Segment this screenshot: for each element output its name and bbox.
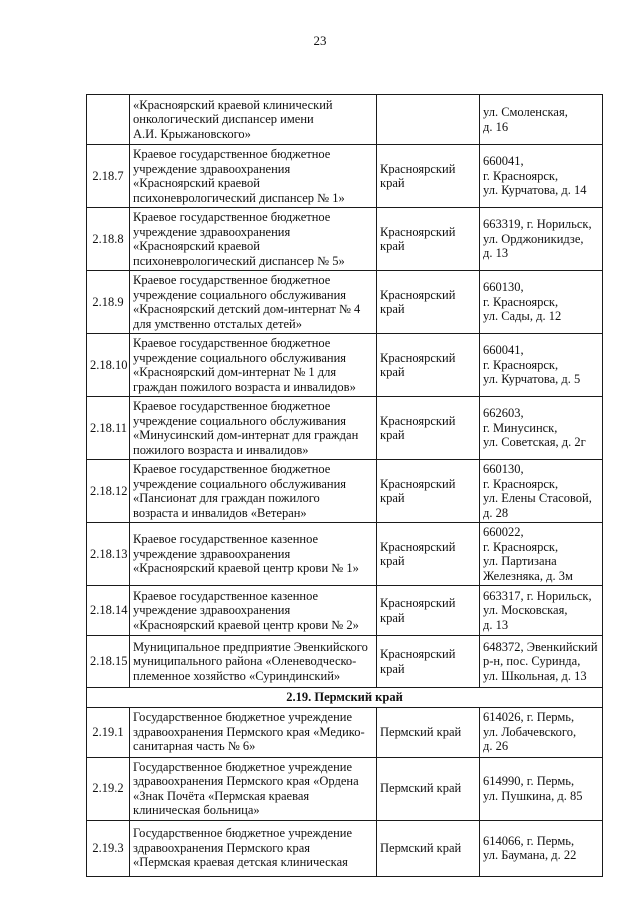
institution-name-line: «Красноярский дом-интернат № 1 для [133, 365, 337, 379]
institution-name-line: для умственно отсталых детей» [133, 316, 303, 331]
region-cell-line: Пермский край [380, 724, 462, 739]
institution-name-line: здравоохранения Пермского края «Медико- [133, 724, 365, 739]
address-cell [480, 397, 603, 460]
region-cell-line: край [380, 302, 405, 316]
table-body-krasnoyarsk [87, 95, 603, 688]
region-cell [377, 523, 480, 586]
region-cell-line: Красноярский [380, 224, 456, 239]
institution-name-line: Краевое государственное бюджетное [133, 210, 331, 224]
institution-name [130, 271, 377, 334]
address-cell-line: 614066, г. Пермь, [483, 833, 575, 848]
region-cell-line: Красноярский [380, 287, 456, 302]
address-cell-line: ул. Пушкина, д. 85 [483, 788, 583, 803]
address-cell-line: ул. Орджоникидзе, [483, 231, 584, 246]
table-body-section [87, 688, 603, 708]
institution-name-line: «Пансионат для граждан пожилого [133, 491, 320, 505]
address-cell-line: 614990, г. Пермь, [483, 774, 575, 788]
row-number: 2.18.8 [87, 208, 130, 271]
region-cell-line: край [380, 610, 405, 625]
address-cell-line: 648372, Эвенкийский [483, 639, 598, 654]
address-cell [480, 334, 603, 397]
address-cell-line: ул. Московская, [483, 603, 568, 618]
address-cell-line: 663319, г. Норильск, [483, 217, 592, 232]
institution-name-line: здравоохранения Пермского края «Ордена [133, 774, 359, 788]
region-cell [377, 271, 480, 334]
row-number: 2.18.15 [87, 636, 130, 688]
address-cell [480, 95, 603, 145]
region-cell-line: край [380, 365, 405, 379]
address-cell [480, 271, 603, 334]
address-cell [480, 208, 603, 271]
table-row [87, 707, 603, 757]
row-number: 2.18.10 [87, 334, 130, 397]
address-cell [480, 820, 603, 876]
table-row [87, 636, 603, 688]
section-title: 2.19. Пермский край [87, 688, 603, 708]
institution-name-line: психоневрологический диспансер № 1» [133, 190, 345, 205]
address-cell-line: Железняка, д. 3м [483, 568, 573, 583]
address-cell-line: 660041, [483, 343, 524, 358]
region-cell-line: Красноярский [380, 476, 456, 491]
address-cell [480, 707, 603, 757]
institution-name [130, 145, 377, 208]
region-cell [377, 757, 480, 820]
region-cell-line: Красноярский [380, 161, 456, 176]
region-cell [377, 95, 480, 145]
institution-name-line: Краевое государственное бюджетное [133, 336, 331, 350]
institution-name [130, 523, 377, 586]
address-cell [480, 145, 603, 208]
address-cell-line: д. 16 [483, 119, 509, 134]
region-cell-line: край [380, 239, 405, 253]
institution-name [130, 208, 377, 271]
address-cell-line: р-н, пос. Суринда, [483, 654, 581, 669]
address-cell-line: 660130, [483, 462, 524, 476]
institution-name-line: «Красноярский краевой [133, 176, 260, 190]
table-body-perm [87, 707, 603, 876]
institution-name-line: учреждение социального обслуживания [133, 350, 347, 365]
institution-name-line: Краевое государственное бюджетное [133, 147, 331, 161]
institution-name-line: «Красноярский детский дом-интернат № 4 [133, 302, 361, 316]
address-cell-line: ул. Партизана [483, 554, 557, 568]
address-cell-line: г. Красноярск, [483, 539, 559, 554]
institution-name [130, 586, 377, 636]
institution-name-line: пожилого возраста и инвалидов» [133, 442, 309, 457]
institution-name-line: Краевое государственное бюджетное [133, 273, 331, 287]
address-cell [480, 460, 603, 523]
table-row [87, 208, 603, 271]
institution-name-line: учреждение социального обслуживания [133, 476, 347, 491]
address-cell-line: д. 28 [483, 505, 509, 520]
address-cell-line: 663317, г. Норильск, [483, 588, 592, 603]
row-number: 2.18.9 [87, 271, 130, 334]
address-cell [480, 636, 603, 688]
address-cell-line: 662603, [483, 406, 524, 421]
institution-name [130, 460, 377, 523]
row-number: 2.18.7 [87, 145, 130, 208]
institution-name-line: Муниципальное предприятие Эвенкийского [133, 639, 368, 654]
region-cell [377, 820, 480, 876]
row-number: 2.19.1 [87, 707, 130, 757]
region-cell-line: Красноярский [380, 413, 456, 428]
region-cell [377, 334, 480, 397]
region-cell-line: край [380, 176, 405, 190]
institution-name-line: «Красноярский краевой центр крови № 2» [133, 617, 359, 632]
row-number: 2.18.12 [87, 460, 130, 523]
institution-name-line: «Знак Почёта «Пермская краевая [133, 788, 310, 803]
address-cell [480, 757, 603, 820]
address-cell-line: г. Красноярск, [483, 357, 559, 372]
institution-name-line: учреждение здравоохранения [133, 161, 291, 176]
address-cell-line: ул. Сады, д. 12 [483, 309, 562, 324]
table-row [87, 334, 603, 397]
address-cell-line: ул. Курчатова, д. 5 [483, 372, 581, 387]
institution-name [130, 334, 377, 397]
address-cell [480, 586, 603, 636]
address-cell-line: ул. Баумана, д. 22 [483, 848, 577, 862]
region-cell [377, 586, 480, 636]
address-cell-line: ул. Курчатова, д. 14 [483, 183, 587, 198]
institution-name-line: клиническая больница» [133, 803, 260, 817]
region-cell-line: Красноярский [380, 596, 456, 610]
address-cell-line: г. Красноярск, [483, 476, 559, 491]
institution-name-line: учреждение здравоохранения [133, 546, 291, 561]
region-cell-line: Красноярский [380, 647, 456, 661]
region-cell-line: Красноярский [380, 350, 456, 365]
institution-name-line: «Минусинский дом-интернат для граждан [133, 428, 359, 442]
institution-name [130, 820, 377, 876]
table-row [87, 145, 603, 208]
row-number: 2.18.14 [87, 586, 130, 636]
table-row [87, 460, 603, 523]
region-cell-line: край [380, 491, 405, 505]
address-cell-line: ул. Смоленская, [483, 105, 568, 119]
institution-name-line: племенное хозяйство «Суриндинский» [133, 668, 341, 683]
region-cell [377, 636, 480, 688]
address-cell-line: г. Минусинск, [483, 420, 558, 435]
address-cell-line: 614026, г. Пермь, [483, 710, 575, 725]
institution-name-line: здравоохранения Пермского края [133, 840, 311, 855]
region-cell [377, 460, 480, 523]
table-row [87, 586, 603, 636]
address-cell-line: ул. Елены Стасовой, [483, 491, 592, 505]
institution-name-line: муниципального района «Оленеводческо- [133, 654, 357, 669]
address-cell-line: ул. Лобачевского, [483, 724, 577, 739]
region-cell-line: Пермский край [380, 781, 462, 796]
institution-name-line: Государственное бюджетное учреждение [133, 759, 353, 774]
region-cell-line: край [380, 428, 405, 442]
institutions-table [86, 94, 603, 877]
address-cell-line: 660041, [483, 154, 524, 169]
institution-name-line: «Пермская краевая детская клиническая [133, 855, 348, 870]
address-cell-line: ул. Школьная, д. 13 [483, 668, 587, 683]
institution-name-line: возраста и инвалидов «Ветеран» [133, 505, 307, 520]
address-cell-line: г. Красноярск, [483, 168, 559, 183]
institution-name-line: учреждение здравоохранения [133, 224, 291, 239]
region-cell-line: Пермский край [380, 840, 462, 855]
institution-name-line: Государственное бюджетное учреждение [133, 710, 353, 725]
institution-name-line: «Красноярский краевой клинический [133, 97, 333, 112]
region-cell [377, 397, 480, 460]
row-number: 2.19.2 [87, 757, 130, 820]
page-number: 23 [313, 33, 327, 48]
region-cell [377, 707, 480, 757]
institution-name [130, 757, 377, 820]
table-row [87, 757, 603, 820]
institution-name-line: Государственное бюджетное учреждение [133, 826, 353, 841]
address-cell-line: д. 13 [483, 617, 509, 632]
row-number: 2.18.13 [87, 523, 130, 586]
row-number [87, 95, 130, 145]
institution-name-line: Краевое государственное бюджетное [133, 462, 331, 476]
table-row [87, 397, 603, 460]
institution-name-line: Краевое государственное бюджетное [133, 399, 331, 413]
region-cell-line: край [380, 661, 405, 676]
institution-name-line: санитарная часть № 6» [133, 739, 256, 754]
region-cell [377, 145, 480, 208]
institution-name-line: «Красноярский краевой [133, 239, 260, 253]
institution-name-line: Краевое государственное казенное [133, 588, 319, 603]
institution-name [130, 707, 377, 757]
institution-name [130, 95, 377, 145]
row-number: 2.19.3 [87, 820, 130, 876]
address-cell-line: ул. Советская, д. 2г [483, 435, 586, 450]
table-row [87, 820, 603, 876]
institution-name-line: граждан пожилого возраста и инвалидов» [133, 379, 356, 394]
address-cell [480, 523, 603, 586]
table-row [87, 523, 603, 586]
table-row [87, 95, 603, 145]
table-row [87, 271, 603, 334]
institution-name-line: онкологический диспансер имени [133, 112, 314, 127]
region-cell [377, 208, 480, 271]
institution-name [130, 397, 377, 460]
row-number: 2.18.11 [87, 397, 130, 460]
institution-name-line: учреждение социального обслуживания [133, 287, 347, 302]
institution-name-line: учреждение социального обслуживания [133, 413, 347, 428]
address-cell-line: г. Красноярск, [483, 294, 559, 309]
region-cell-line: Красноярский [380, 539, 456, 554]
institution-name-line: психоневрологический диспансер № 5» [133, 253, 345, 268]
institution-name [130, 636, 377, 688]
address-cell-line: д. 13 [483, 246, 509, 261]
institution-name-line: «Красноярский краевой центр крови № 1» [133, 561, 359, 576]
region-cell-line: край [380, 554, 405, 568]
section-row [87, 688, 603, 708]
institution-name-line: Краевое государственное казенное [133, 532, 319, 547]
institution-name-line: А.И. Крыжановского» [133, 126, 251, 141]
address-cell-line: 660130, [483, 280, 524, 295]
address-cell-line: д. 26 [483, 739, 509, 754]
address-cell-line: 660022, [483, 525, 524, 539]
institution-name-line: учреждение здравоохранения [133, 603, 291, 618]
